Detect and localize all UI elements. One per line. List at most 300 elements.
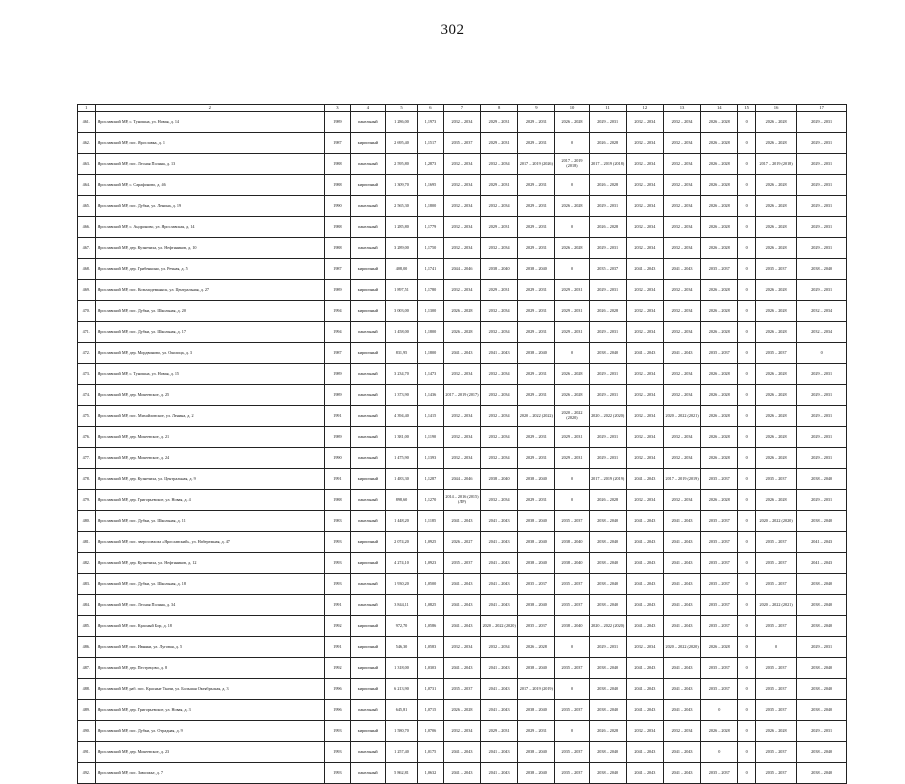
table-cell: 2035 – 2037: [755, 532, 796, 553]
table-cell: 0: [738, 721, 756, 742]
table-cell: 2035 – 2037: [701, 532, 738, 553]
table-cell: 2017 – 2019 (2019): [589, 469, 626, 490]
table-cell: кирпичный: [350, 133, 385, 154]
table-cell: 2026 – 2028: [555, 364, 589, 385]
table-cell: 2032 – 2034: [443, 427, 480, 448]
table-cell: кирпичный: [350, 532, 385, 553]
table-cell: 2032 – 2034: [626, 196, 663, 217]
housing-register-table: [77, 104, 847, 784]
table-cell: 972,70: [385, 616, 417, 637]
column-number-cell: 8: [481, 105, 518, 112]
table-cell: 2029 – 2031: [589, 427, 626, 448]
table-row: [78, 574, 847, 595]
table-cell: 2029 – 2031: [555, 448, 589, 469]
table-cell: 2041 – 2043: [663, 763, 700, 784]
table-cell: 0: [738, 364, 756, 385]
row-number-cell: 485.: [78, 616, 96, 637]
table-cell: 2041 – 2043: [443, 511, 480, 532]
table-cell: 2032 – 2034: [443, 364, 480, 385]
table-cell: 2029 – 2031: [518, 448, 555, 469]
column-number-cell: 4: [350, 105, 385, 112]
table-cell: 1,0706: [418, 721, 444, 742]
table-cell: 2038 – 2040: [589, 511, 626, 532]
table-cell: 2041 – 2043: [797, 553, 847, 574]
table-cell: 2026 – 2028: [755, 427, 796, 448]
table-cell: 2029 – 2031: [555, 280, 589, 301]
table-cell: 1 285,80: [385, 217, 417, 238]
address-cell: Ярославский МР, дер. Григорьевское, ул. Новая, д. 3: [95, 700, 324, 721]
table-cell: 0: [555, 259, 589, 280]
table-cell: 0: [555, 217, 589, 238]
table-cell: 2035 – 2037: [518, 574, 555, 595]
table-cell: 0: [797, 343, 847, 364]
table-cell: 1993: [325, 553, 351, 574]
table-cell: 2032 – 2034: [481, 154, 518, 175]
table-cell: 2032 – 2034: [443, 721, 480, 742]
row-number-cell: 488.: [78, 679, 96, 700]
table-cell: 1996: [325, 700, 351, 721]
row-number-cell: 480.: [78, 511, 96, 532]
table-cell: 2032 – 2034: [481, 385, 518, 406]
table-cell: 2032 – 2034: [663, 217, 700, 238]
table-cell: панельный: [350, 763, 385, 784]
table-cell: 1,1800: [418, 196, 444, 217]
table-row: [78, 679, 847, 700]
address-cell: Ярославский МР, дер. Мокеевское, д. 23: [95, 742, 324, 763]
table-cell: 2032 – 2034: [663, 385, 700, 406]
table-cell: 2026 – 2028: [701, 175, 738, 196]
table-cell: 831,95: [385, 343, 417, 364]
table-cell: 2029 – 2031: [797, 427, 847, 448]
table-cell: 2041 – 2043: [481, 343, 518, 364]
table-cell: 1,1190: [418, 427, 444, 448]
table-cell: панельный: [350, 385, 385, 406]
address-cell: Ярославский МР, дер. Кузнечиха, ул. Нефтяников, д. 12: [95, 553, 324, 574]
table-cell: 1 580,70: [385, 721, 417, 742]
table-cell: 2032 – 2034: [663, 301, 700, 322]
table-cell: 2041 – 2043: [626, 658, 663, 679]
table-cell: 2038 – 2040: [797, 469, 847, 490]
table-cell: 2 565,30: [385, 196, 417, 217]
table-cell: 0: [555, 679, 589, 700]
table-cell: 1989: [325, 112, 351, 133]
table-cell: 3 844,11: [385, 595, 417, 616]
table-row: [78, 469, 847, 490]
table-cell: панельный: [350, 364, 385, 385]
table-cell: 2032 – 2034: [443, 154, 480, 175]
table-cell: 2029 – 2031: [555, 427, 589, 448]
table-cell: 2026 – 2028: [589, 217, 626, 238]
table-cell: кирпичный: [350, 259, 385, 280]
table-cell: 2038 – 2040: [481, 469, 518, 490]
table-cell: 2029 – 2031: [518, 385, 555, 406]
table-cell: 2041 – 2043: [663, 511, 700, 532]
table-cell: кирпичный: [350, 343, 385, 364]
column-number-cell: 1: [78, 105, 96, 112]
table-cell: 2038 – 2040: [518, 742, 555, 763]
table-cell: 2035 – 2037: [443, 133, 480, 154]
table-cell: кирпичный: [350, 175, 385, 196]
table-cell: 2032 – 2034: [663, 721, 700, 742]
table-cell: 2041 – 2043: [481, 511, 518, 532]
table-cell: 408,00: [385, 259, 417, 280]
table-cell: 2038 – 2040: [589, 658, 626, 679]
row-number-cell: 491.: [78, 742, 96, 763]
row-number-cell: 461.: [78, 112, 96, 133]
table-cell: панельный: [350, 238, 385, 259]
table-cell: 2035 – 2037: [701, 658, 738, 679]
table-cell: 2029 – 2031: [797, 448, 847, 469]
table-cell: 2035 – 2037: [589, 259, 626, 280]
table-row: [78, 196, 847, 217]
table-cell: 2029 – 2031: [797, 112, 847, 133]
table-cell: 0: [738, 238, 756, 259]
table-cell: 2026 – 2028: [701, 322, 738, 343]
table-cell: 1 475,90: [385, 448, 417, 469]
row-number-cell: 471.: [78, 322, 96, 343]
table-cell: 2032 – 2034: [443, 406, 480, 427]
table-cell: 2029 – 2031: [518, 721, 555, 742]
table-cell: 2032 – 2034: [443, 280, 480, 301]
table-cell: 1 483,30: [385, 469, 417, 490]
row-number-cell: 478.: [78, 469, 96, 490]
table-cell: 2029 – 2031: [518, 217, 555, 238]
table-cell: 0: [738, 301, 756, 322]
table-row: [78, 280, 847, 301]
table-cell: 0: [738, 742, 756, 763]
table-cell: 3 003,00: [385, 301, 417, 322]
table-cell: 1,1973: [418, 112, 444, 133]
table-cell: 2026 – 2028: [755, 490, 796, 511]
table-cell: 2035 – 2037: [555, 763, 589, 784]
table-cell: 2041 – 2043: [481, 532, 518, 553]
row-number-cell: 492.: [78, 763, 96, 784]
table-cell: 2038 – 2040: [797, 511, 847, 532]
address-cell: Ярославский МР, дер. Пестрецово, д. 8: [95, 658, 324, 679]
table-row: [78, 364, 847, 385]
table-cell: 0: [738, 280, 756, 301]
table-cell: 2029 – 2031: [797, 721, 847, 742]
table-cell: 2029 – 2031: [589, 238, 626, 259]
table-cell: 2029 – 2031: [797, 406, 847, 427]
table-row: [78, 448, 847, 469]
table-cell: 2038 – 2040: [589, 574, 626, 595]
table-cell: кирпичный: [350, 616, 385, 637]
table-cell: 2026 – 2028: [755, 385, 796, 406]
table-cell: 1,1393: [418, 448, 444, 469]
table-cell: 2029 – 2031: [481, 217, 518, 238]
table-cell: 2029 – 2031: [518, 490, 555, 511]
table-cell: 1 309,70: [385, 175, 417, 196]
table-cell: 0: [555, 343, 589, 364]
table-cell: 2017 – 2019 (2019): [663, 469, 700, 490]
table-cell: 0: [738, 469, 756, 490]
table-cell: 2026 – 2028: [443, 322, 480, 343]
row-number-cell: 463.: [78, 154, 96, 175]
table-cell: кирпичный: [350, 679, 385, 700]
table-cell: 2026 – 2028: [755, 448, 796, 469]
table-cell: 4 394,40: [385, 406, 417, 427]
table-cell: 2035 – 2037: [555, 700, 589, 721]
row-number-cell: 483.: [78, 574, 96, 595]
table-cell: 1 257,40: [385, 742, 417, 763]
table-cell: 2029 – 2031: [589, 280, 626, 301]
table-body: [78, 105, 847, 784]
table-cell: 2029 – 2031: [518, 196, 555, 217]
table-cell: 2032 – 2034: [443, 196, 480, 217]
table-cell: 2035 – 2037: [755, 658, 796, 679]
table-cell: 2 595,80: [385, 154, 417, 175]
column-number-cell: 12: [626, 105, 663, 112]
table-cell: 0: [555, 175, 589, 196]
table-cell: 0: [738, 154, 756, 175]
table-row: [78, 763, 847, 784]
table-cell: 2032 – 2034: [443, 175, 480, 196]
table-cell: 2029 – 2031: [481, 112, 518, 133]
table-cell: 2029 – 2031: [797, 637, 847, 658]
row-number-cell: 469.: [78, 280, 96, 301]
address-cell: Ярославский МР, пос. Дубки, ул. Школьная, д. 20: [95, 301, 324, 322]
table-cell: 2032 – 2034: [626, 406, 663, 427]
row-number-cell: 462.: [78, 133, 96, 154]
column-number-cell: 6: [418, 105, 444, 112]
table-cell: 0: [755, 637, 796, 658]
table-cell: панельный: [350, 742, 385, 763]
table-cell: 2041 – 2043: [443, 595, 480, 616]
table-cell: 2032 – 2034: [443, 637, 480, 658]
row-number-cell: 486.: [78, 637, 96, 658]
table-cell: 2041 – 2043: [626, 763, 663, 784]
table-cell: 2032 – 2034: [481, 490, 518, 511]
table-cell: 2038 – 2040: [589, 763, 626, 784]
table-row: [78, 322, 847, 343]
table-row: [78, 238, 847, 259]
table-cell: 2017 – 2019 (2018): [555, 154, 589, 175]
table-cell: 0: [738, 259, 756, 280]
table-cell: 2032 – 2034: [626, 217, 663, 238]
table-cell: 1,0303: [418, 658, 444, 679]
table-cell: 2026 – 2028: [701, 406, 738, 427]
row-number-cell: 470.: [78, 301, 96, 322]
table-cell: 2032 – 2034: [663, 196, 700, 217]
table-cell: панельный: [350, 112, 385, 133]
table-cell: 2026 – 2028: [755, 364, 796, 385]
table-cell: 2038 – 2040: [555, 532, 589, 553]
table-cell: 2014 – 2016 (2015)(ЛР): [443, 490, 480, 511]
table-cell: 2041 – 2043: [443, 763, 480, 784]
table-cell: 2032 – 2034: [481, 301, 518, 322]
table-cell: 2032 – 2034: [626, 364, 663, 385]
table-cell: 0: [555, 637, 589, 658]
table-cell: 1988: [325, 175, 351, 196]
row-number-cell: 472.: [78, 343, 96, 364]
table-cell: 2029 – 2031: [518, 322, 555, 343]
table-cell: 2041 – 2043: [481, 742, 518, 763]
table-cell: 2038 – 2040: [589, 343, 626, 364]
table-cell: 2035 – 2037: [701, 469, 738, 490]
table-cell: 2041 – 2043: [663, 700, 700, 721]
table-cell: 2026 – 2028: [701, 448, 738, 469]
table-cell: 2038 – 2040: [481, 259, 518, 280]
table-cell: 2020 – 2022 (2020): [663, 637, 700, 658]
table-cell: 2 074,20: [385, 532, 417, 553]
table-cell: 2041 – 2043: [626, 700, 663, 721]
table-cell: 1,0500: [418, 574, 444, 595]
column-number-cell: 13: [663, 105, 700, 112]
table-cell: 2029 – 2031: [797, 133, 847, 154]
table-cell: 1,1695: [418, 175, 444, 196]
table-cell: 2029 – 2031: [518, 364, 555, 385]
table-cell: 2017 – 2019 (2019): [518, 679, 555, 700]
table-cell: 2041 – 2043: [443, 343, 480, 364]
table-row: [78, 133, 847, 154]
table-cell: 2035 – 2037: [555, 595, 589, 616]
table-cell: 2032 – 2034: [663, 280, 700, 301]
table-cell: 1987: [325, 259, 351, 280]
table-cell: 2035 – 2037: [701, 679, 738, 700]
address-cell: Ярославский МР, дер. Григорьевское, ул. Новая, д. 4: [95, 490, 324, 511]
table-cell: 1,1436: [418, 385, 444, 406]
table-cell: панельный: [350, 154, 385, 175]
table-row: [78, 511, 847, 532]
table-cell: 2032 – 2034: [626, 385, 663, 406]
table-cell: 2029 – 2031: [589, 196, 626, 217]
table-cell: 2032 – 2034: [626, 637, 663, 658]
table-cell: 0: [738, 679, 756, 700]
table-cell: 6 213,90: [385, 679, 417, 700]
table-row: [78, 406, 847, 427]
table-cell: 1992: [325, 616, 351, 637]
table-cell: 0: [555, 490, 589, 511]
column-number-cell: 2: [95, 105, 324, 112]
table-cell: 0: [738, 406, 756, 427]
table-cell: панельный: [350, 700, 385, 721]
table-cell: 1993: [325, 532, 351, 553]
table-cell: 2038 – 2040: [555, 553, 589, 574]
table-cell: 2041 – 2043: [481, 679, 518, 700]
table-cell: 2032 – 2034: [481, 448, 518, 469]
table-cell: 2041 – 2043: [626, 343, 663, 364]
table-cell: 2041 – 2043: [626, 574, 663, 595]
table-cell: 0: [738, 637, 756, 658]
table-cell: 2035 – 2037: [518, 616, 555, 637]
address-cell: Ярославский МР, пос. Лесная Поляна, д. 34: [95, 595, 324, 616]
table-cell: 2044 – 2046: [443, 469, 480, 490]
table-cell: 2038 – 2040: [797, 658, 847, 679]
table-cell: 1,1185: [418, 511, 444, 532]
table-row: [78, 658, 847, 679]
table-cell: 2035 – 2037: [555, 658, 589, 679]
table-cell: 2029 – 2031: [797, 490, 847, 511]
table-cell: 2026 – 2028: [701, 490, 738, 511]
table-cell: 2035 – 2037: [755, 763, 796, 784]
table-cell: 2032 – 2034: [626, 721, 663, 742]
address-cell: Ярославский МР, пос. Ярославка, д. 1: [95, 133, 324, 154]
table-cell: 2026 – 2028: [555, 112, 589, 133]
table-row: [78, 301, 847, 322]
table-cell: 2032 – 2034: [626, 175, 663, 196]
table-cell: 1993: [325, 763, 351, 784]
table-cell: 2035 – 2037: [701, 616, 738, 637]
table-cell: 2041 – 2043: [663, 595, 700, 616]
table-cell: панельный: [350, 511, 385, 532]
table-cell: 0: [738, 343, 756, 364]
column-number-cell: 5: [385, 105, 417, 112]
table-cell: 2032 – 2034: [663, 112, 700, 133]
row-number-cell: 464.: [78, 175, 96, 196]
table-cell: 1,1800: [418, 322, 444, 343]
table-cell: 2032 – 2034: [443, 217, 480, 238]
table-cell: панельный: [350, 490, 385, 511]
table-cell: 1,1517: [418, 133, 444, 154]
table-cell: 1 373,90: [385, 385, 417, 406]
row-number-cell: 490.: [78, 721, 96, 742]
table-cell: 1991: [325, 637, 351, 658]
table-cell: кирпичный: [350, 469, 385, 490]
table-cell: 2026 – 2028: [755, 112, 796, 133]
table-cell: 0: [738, 322, 756, 343]
table-cell: 1 318,00: [385, 658, 417, 679]
table-cell: 2038 – 2040: [518, 259, 555, 280]
table-cell: 2035 – 2037: [701, 763, 738, 784]
table-cell: 2041 – 2043: [481, 763, 518, 784]
table-cell: 2029 – 2031: [589, 448, 626, 469]
row-number-cell: 473.: [78, 364, 96, 385]
table-cell: 2038 – 2040: [589, 700, 626, 721]
table-cell: 2041 – 2043: [626, 259, 663, 280]
table-row: [78, 595, 847, 616]
address-cell: Ярославский МР, пос. Заволжье, д. 7: [95, 763, 324, 784]
table-cell: 2026 – 2028: [701, 154, 738, 175]
table-cell: 2032 – 2034: [443, 112, 480, 133]
table-cell: 2020 – 2022 (2020): [589, 616, 626, 637]
row-number-cell: 468.: [78, 259, 96, 280]
table-cell: 1991: [325, 406, 351, 427]
table-cell: 2038 – 2040: [518, 553, 555, 574]
table-cell: 2032 – 2034: [481, 406, 518, 427]
table-cell: 2041 – 2043: [443, 742, 480, 763]
table-cell: 2029 – 2031: [481, 721, 518, 742]
table-cell: 2029 – 2031: [589, 364, 626, 385]
table-cell: 2035 – 2037: [555, 574, 589, 595]
table-cell: 2026 – 2028: [755, 196, 796, 217]
table-cell: 2020 – 2022 (2020): [481, 616, 518, 637]
address-cell: Ярославский МР, пос. Дубки, ул. Отрадная, д. 9: [95, 721, 324, 742]
table-cell: 0: [738, 112, 756, 133]
page-number: 302: [440, 22, 465, 38]
table-cell: 0: [738, 175, 756, 196]
table-cell: 2026 – 2028: [701, 112, 738, 133]
table-cell: 1983: [325, 511, 351, 532]
table-cell: 2035 – 2037: [701, 259, 738, 280]
column-number-cell: 3: [325, 105, 351, 112]
table-row: [78, 742, 847, 763]
table-cell: 2026 – 2028: [701, 238, 738, 259]
column-number-cell: 7: [443, 105, 480, 112]
address-cell: Ярославский МР, с. Сарафоново, д. 46: [95, 175, 324, 196]
table-cell: 2026 – 2028: [701, 301, 738, 322]
table-cell: 1988: [325, 490, 351, 511]
table-cell: 2032 – 2034: [443, 448, 480, 469]
table-cell: 1989: [325, 364, 351, 385]
table-cell: 1 381,00: [385, 427, 417, 448]
table-cell: 2041 – 2043: [481, 595, 518, 616]
table-cell: 2041 – 2043: [663, 259, 700, 280]
table-cell: 1,1287: [418, 469, 444, 490]
table-cell: панельный: [350, 574, 385, 595]
table-row: [78, 343, 847, 364]
table-cell: 2026 – 2028: [589, 133, 626, 154]
